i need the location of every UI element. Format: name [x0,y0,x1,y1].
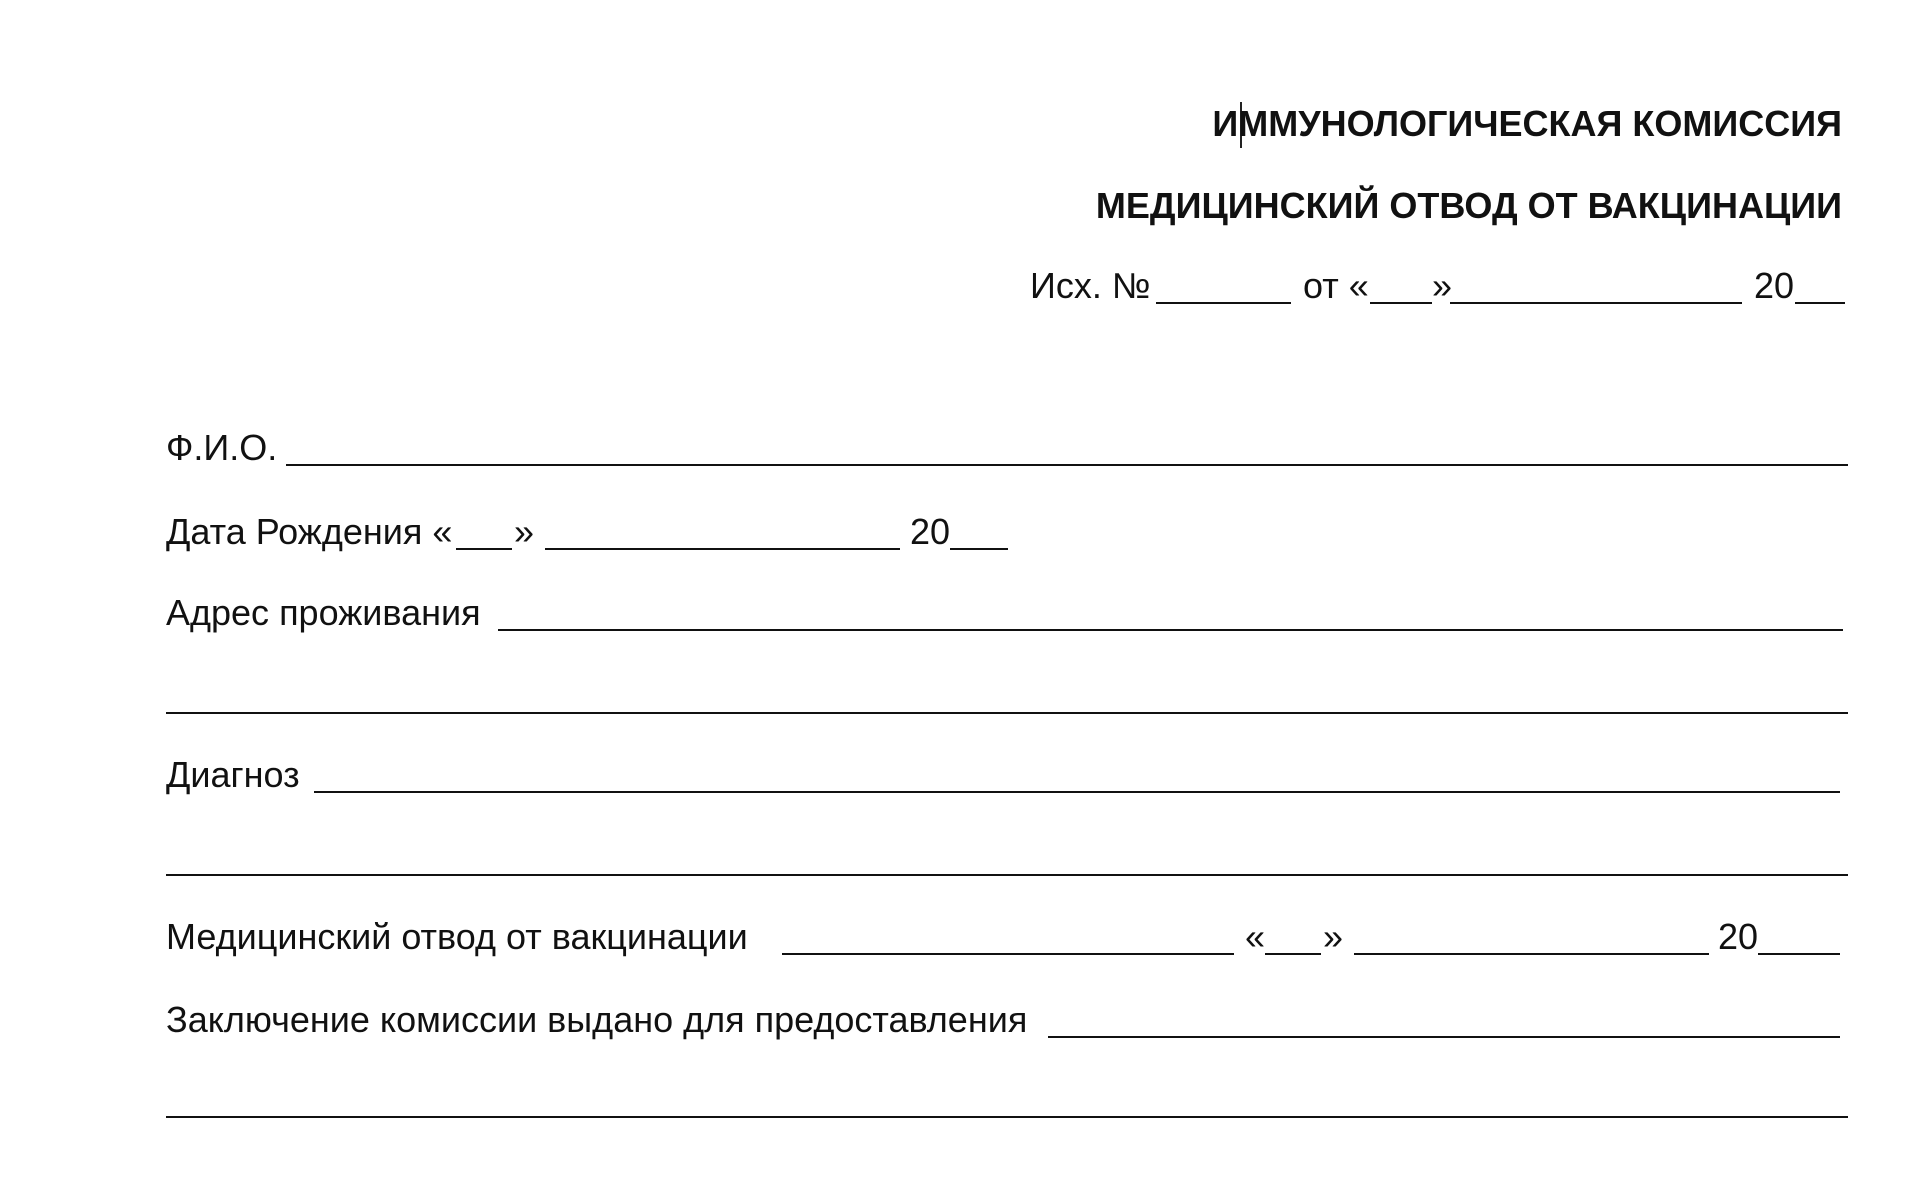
exemption-year-label: 20 [1718,916,1759,957]
diagnosis-field-continued[interactable] [166,874,1848,876]
ref-number-label: Исх. № [1030,265,1151,306]
address-field[interactable] [498,629,1843,631]
exemption-year-blank[interactable] [1758,953,1840,955]
ref-date-label: от « [1303,265,1369,306]
diagnosis-label: Диагноз [166,754,300,795]
exemption-day-blank[interactable] [1265,953,1321,955]
exemption-quote-close: » [1323,916,1344,957]
exemption-quote-open: « [1245,916,1266,957]
ref-year-blank[interactable] [1795,302,1845,304]
conclusion-field-continued[interactable] [166,1116,1848,1118]
document-title: МЕДИЦИНСКИЙ ОТВОД ОТ ВАКЦИНАЦИИ [1095,185,1842,226]
exemption-type-field[interactable] [782,953,1234,955]
ref-month-blank[interactable] [1450,302,1742,304]
birth-day-blank[interactable] [456,548,512,550]
conclusion-label: Заключение комиссии выдано для предоставления [166,999,1028,1040]
fio-label: Ф.И.О. [166,427,278,468]
ref-quote-close: » [1432,265,1453,306]
conclusion-field[interactable] [1048,1036,1840,1038]
address-field-continued[interactable] [166,712,1848,714]
birth-year-blank[interactable] [950,548,1008,550]
ref-year-label: 20 [1754,265,1795,306]
birth-quote-close: » [514,511,535,552]
diagnosis-field[interactable] [314,791,1840,793]
ref-number-blank[interactable] [1156,302,1291,304]
birth-year-label: 20 [910,511,951,552]
ref-day-blank[interactable] [1370,302,1432,304]
birth-month-blank[interactable] [545,548,900,550]
address-label: Адрес проживания [166,592,481,633]
fio-field[interactable] [286,464,1848,466]
birth-date-label: Дата Рождения « [166,511,453,552]
exemption-label: Медицинский отвод от вакцинации [166,916,748,957]
exemption-month-blank[interactable] [1354,953,1709,955]
commission-title: ИММУНОЛОГИЧЕСКАЯ КОМИССИЯ [1212,103,1842,144]
